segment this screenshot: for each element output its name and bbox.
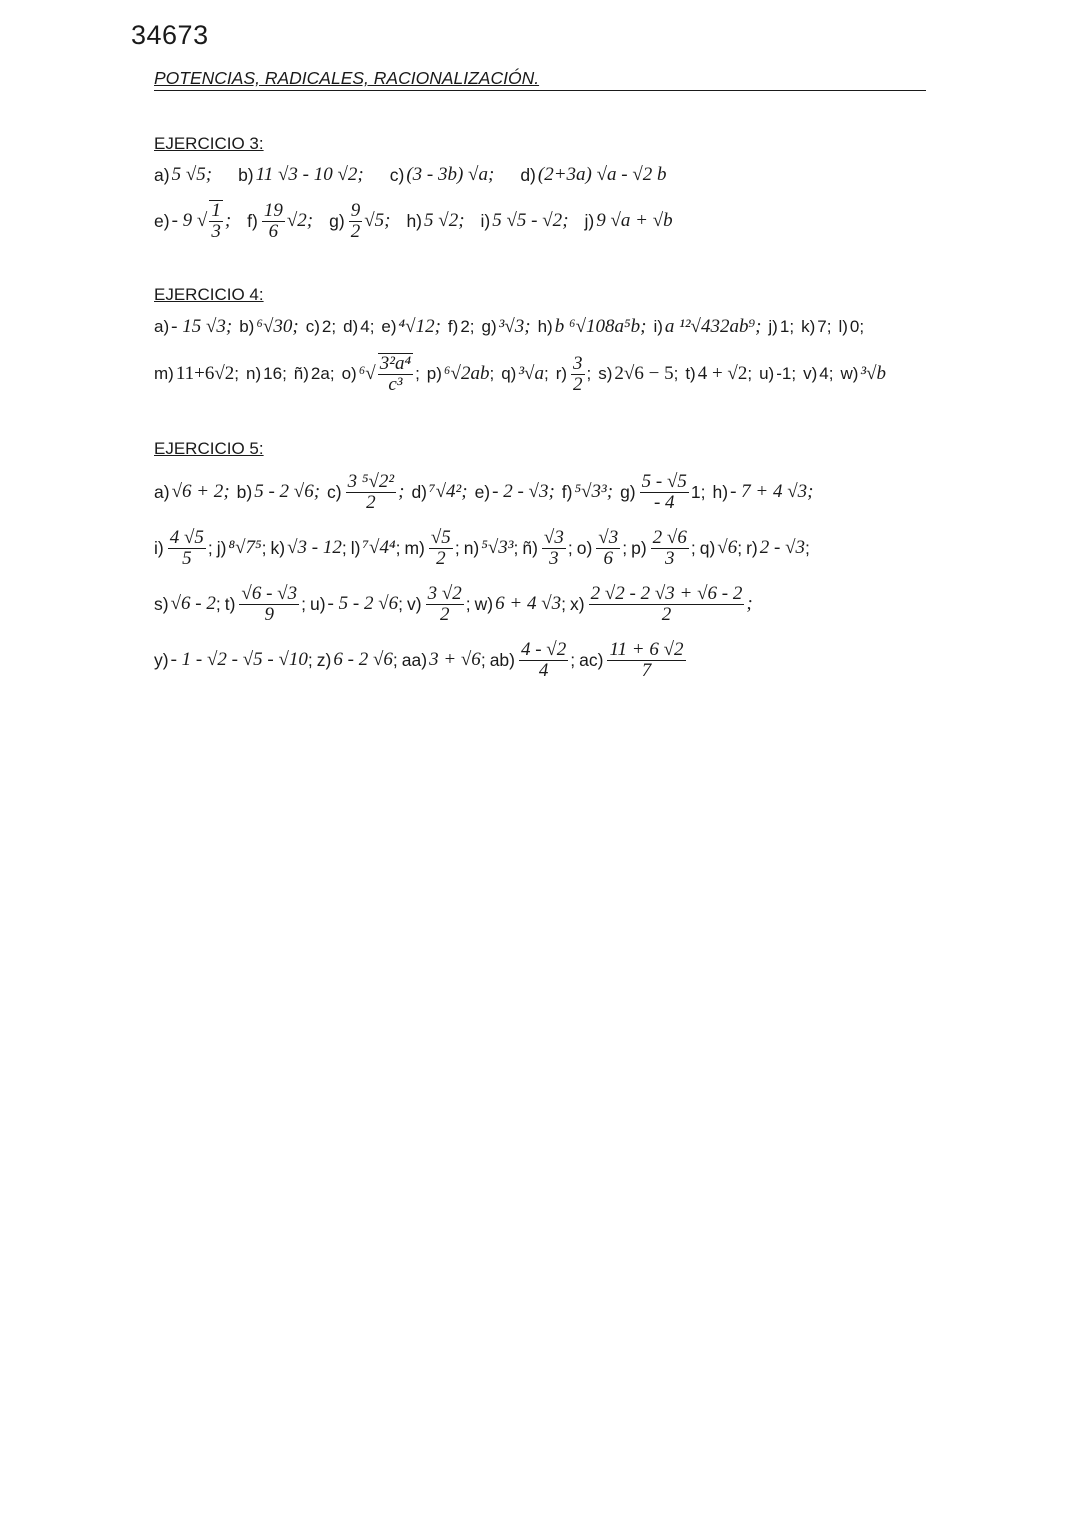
- answer-4w: w) ³√b: [840, 363, 887, 384]
- answer-4e: e) ⁴√12 ;: [381, 316, 441, 337]
- answer-4i: i) a ¹²√432ab⁹ ;: [653, 316, 762, 337]
- answer-4ñ: ñ) 2a ;: [293, 364, 335, 383]
- answer-4f: f) 2 ;: [447, 317, 475, 336]
- answer-3a: a) 5 √5 ;: [154, 164, 213, 185]
- exercise-4-row-1: [154, 310, 1034, 344]
- answer-4j: j) 1 ;: [768, 317, 795, 336]
- answer-5m: m) $\frac{√5}{2}$ ;: [404, 526, 460, 569]
- answer-3b: b) 11 √3 - 10 √2 ;: [238, 164, 364, 185]
- exercise-3-row-2: [154, 193, 1034, 249]
- answer-4m: m) 11+6√2 ;: [154, 363, 240, 384]
- exercise-4-heading: EJERCICIO 4:: [154, 285, 264, 304]
- answer-5o: o) $\frac{√3}{6}$ ;: [576, 526, 628, 569]
- exercise-5: [154, 438, 1034, 688]
- answer-5t: t) $\frac{√6 - √3}{9}$ ;: [224, 582, 306, 625]
- answer-5n: n) ⁵√3³ ;: [463, 537, 519, 558]
- answer-5ab: ab) $\frac{4 - √2}{4}$ ;: [489, 638, 576, 681]
- answer-4p: p) ⁶√2ab ;: [426, 363, 495, 384]
- answer-5q: q) √6 ;: [699, 537, 743, 558]
- answer-4l: l) 0 ;: [838, 317, 865, 336]
- answer-4s: s) 2√6 − 5 ;: [598, 363, 679, 384]
- answer-4d: d) 4 ;: [343, 317, 375, 336]
- answer-5c: c) $\frac{\text{3 ⁵√2²}}{2}$ ;: [327, 470, 405, 513]
- answer-3h: h) 5 √2 ;: [406, 210, 465, 231]
- answer-5r: r) 2 - √3 ;: [746, 537, 810, 558]
- exercise-5-row-3: [154, 576, 1034, 632]
- answer-3i: i) 5 √5 - √2 ;: [480, 210, 569, 231]
- exercise-5-row-1: [154, 464, 1034, 520]
- answer-5j: j) ⁸√7⁵ ;: [216, 537, 267, 558]
- exercise-5-row-2: [154, 520, 1034, 576]
- answer-4b: b) ⁶√30 ;: [239, 316, 299, 337]
- answer-4k: k) 7 ;: [801, 317, 832, 336]
- exercise-3-row-1: [154, 159, 1034, 191]
- answer-5a: a) √6 + 2 ;: [154, 481, 230, 502]
- answer-3d: d) (2+3a) √a - √2 b: [520, 164, 667, 185]
- answer-3c: c) (3 - 3b) √a ;: [389, 164, 495, 185]
- answer-4u: u) -1 ;: [759, 364, 797, 383]
- answer-4t: t) 4 + √2 ;: [685, 363, 753, 384]
- answer-5d: d) ⁷√4² ;: [411, 481, 468, 502]
- answer-3e: e) - 9 √ $\frac{1}{3}$ ;: [154, 200, 232, 242]
- answer-4g: g) ³√3 ;: [481, 316, 531, 337]
- exercise-5-row-4: [154, 632, 1034, 688]
- answer-5e: e) - 2 - √3 ;: [474, 481, 555, 502]
- answer-5h: h) - 7 + 4 √3 ;: [712, 481, 814, 502]
- exercise-4: [154, 284, 1034, 404]
- answer-4h: h) b ⁶√108a⁵b ;: [537, 316, 647, 337]
- answer-5b: b) 5 - 2 √6 ;: [236, 481, 321, 502]
- answer-5ac: ac) $\frac{11 + 6 √2}{7}$: [579, 638, 684, 681]
- answer-5u: u) - 5 - 2 √6 ;: [309, 593, 404, 614]
- answer-5y: y) - 1 - √2 - √5 - √10 ;: [154, 649, 313, 670]
- document-title: POTENCIAS, RADICALES, RACIONALIZACIÓN.: [154, 68, 926, 91]
- answer-5z: z) 6 - 2 √6 ;: [316, 649, 398, 670]
- answer-5ñ: ñ) $\frac{√3}{3}$ ;: [522, 526, 573, 569]
- answer-4v: v) 4 ;: [803, 364, 834, 383]
- answer-4a: a) - 15 √3 ;: [154, 316, 233, 337]
- exercise-5-heading: EJERCICIO 5:: [154, 439, 264, 458]
- answer-5f: f) ⁵√3³ ;: [561, 481, 614, 502]
- answer-5g: g) $\frac{5 - √5}{- 4}$ 1 ;: [620, 470, 706, 513]
- answer-5s: s) √6 - 2 ;: [154, 593, 221, 614]
- answer-4q: q) ³√a ;: [501, 363, 549, 384]
- answer-4n: n) 16 ;: [246, 364, 287, 383]
- answer-5v: v) $\frac{3 √2}{2}$ ;: [407, 582, 471, 625]
- answer-5k: k) √3 - 12 ;: [270, 537, 347, 558]
- answer-5x: x) $\frac{2 √2 - 2 √3 + √6 - 2}{2}$ ;: [570, 582, 753, 625]
- answer-4r: r) $\frac{3}{2}$ ;: [555, 352, 592, 395]
- document-number: 34673: [131, 20, 209, 50]
- answer-5i: i) $\frac{4 √5}{5}$ ;: [154, 526, 213, 569]
- answer-3g: g) $\frac{9}{2}$ √5 ;: [329, 199, 391, 242]
- answer-4c: c) 2 ;: [305, 317, 337, 336]
- exercise-3: [154, 133, 1034, 249]
- answer-5p: p) $\frac{2 √6}{3}$ ;: [631, 526, 696, 569]
- answer-5aa: aa) 3 + √6 ;: [401, 649, 486, 670]
- exercise-3-heading: EJERCICIO 3:: [154, 134, 264, 153]
- answer-5l: l) ⁷√4⁴ ;: [350, 537, 401, 558]
- answer-5w: w) 6 + 4 √3 ;: [474, 593, 566, 614]
- answer-4o: o) ⁶√ $\frac{\text{3²a⁴}}{\text{c³}}$ ;: [341, 353, 420, 395]
- exercise-4-row-2: [154, 344, 1034, 404]
- answer-3f: f) $\frac{19}{6}$ √2 ;: [247, 199, 314, 242]
- answer-3j: j) 9 √a + √b: [584, 210, 673, 231]
